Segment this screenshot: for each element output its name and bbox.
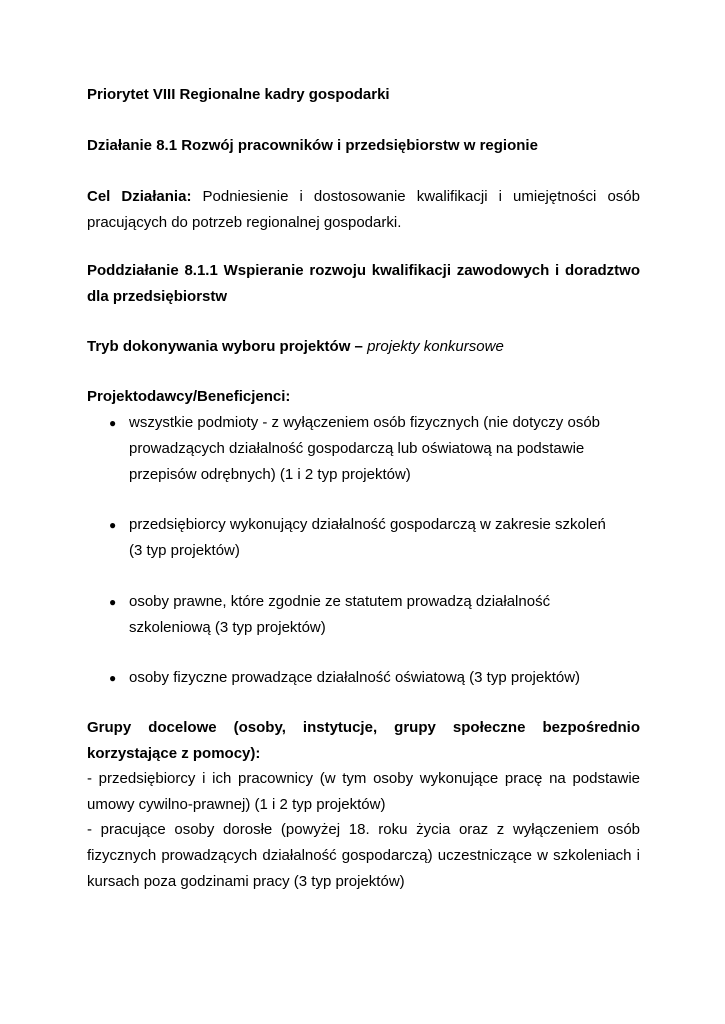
list-item-text: osoby prawne, które zgodnie ze statutem prowadzą działalność szkoleniową (3 typ projektów) (129, 593, 551, 636)
subaction-title: Poddziałanie 8.1.1 Wspieranie rozwoju kwalifikacji zawodowych i doradztwo dla przedsiębiorstw (87, 262, 640, 305)
action-title: Działanie 8.1 Rozwój pracowników i przedsiębiorstw w regionie (87, 137, 538, 154)
target-group-item: - przedsiębiorcy i ich pracownicy (w tym osoby wykonujące pracę na podstawie umowy cywilno-prawnej) (1 i 2 typ projektów) (87, 770, 640, 813)
beneficiaries-heading: Projektodawcy/Beneficjenci: (87, 388, 291, 405)
bullet-icon: ● (109, 416, 117, 430)
selection-mode (87, 334, 640, 360)
list-item-text: przedsiębiorcy wykonujący działalność gospodarczą w zakresie szkoleń (3 typ projektów) (129, 516, 606, 559)
bullet-icon: ● (109, 518, 117, 532)
priority-title: Priorytet VIII Regionalne kadry gospodarki (87, 86, 390, 103)
goal-label: Cel Działania: (87, 188, 192, 205)
goal-text: Podniesienie i dostosowanie kwalifikacji i umiejętności osób pracujących do potrzeb regionalnej gospodarki. (87, 188, 640, 231)
bullet-icon: ● (109, 671, 117, 685)
selection-mode-value: projekty konkursowe (367, 338, 504, 355)
list-item-text: osoby fizyczne prowadzące działalność oświatową (3 typ projektów) (129, 669, 581, 686)
list-item-text: wszystkie podmioty - z wyłączeniem osób fizycznych (nie dotyczy osób prowadzących działalność gospodarczą lub oświatową na podstawie przepisów odrębnych) (1 i 2 typ projektów) (129, 414, 601, 483)
selection-mode-label: Tryb dokonywania wyboru projektów – (87, 338, 368, 355)
target-group-item: - pracujące osoby dorosłe (powyżej 18. roku życia oraz z wyłączeniem osób fizycznych prowadzących działalność gospodarczą) uczestniczące w szkoleniach i kursach poza godzinami pracy (3 typ projektów) (87, 821, 640, 890)
target-groups-heading: Grupy docelowe (osoby, instytucje, grupy społeczne bezpośrednio korzystające z pomocy): (87, 719, 640, 762)
bullet-icon: ● (109, 595, 117, 609)
goal-paragraph (87, 184, 640, 236)
